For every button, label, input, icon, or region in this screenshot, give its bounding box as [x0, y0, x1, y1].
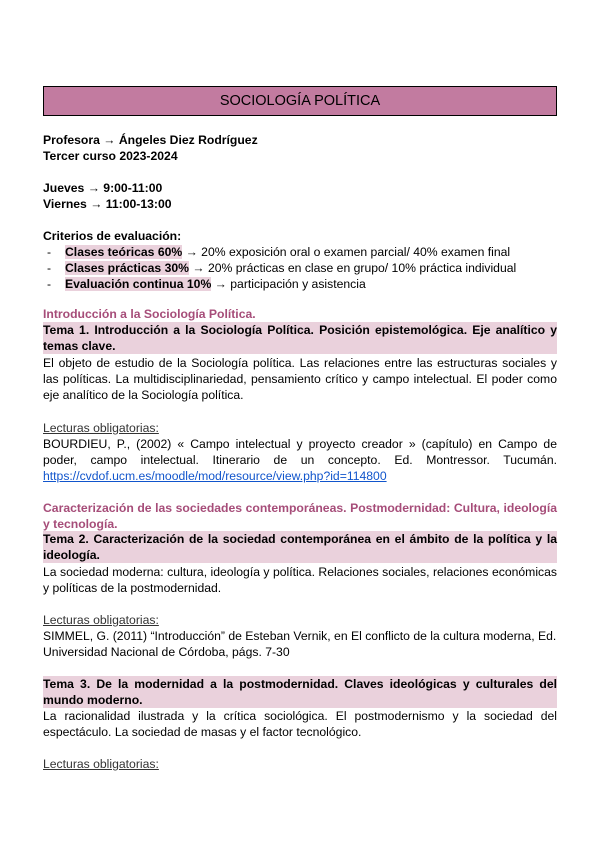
schedule-thursday: Jueves → 9:00-11:00 — [43, 181, 163, 195]
tema-3-title: Tema 3. De la modernidad a la postmodernidad. Claves ideológicas y culturales del mundo moderno. — [43, 677, 557, 707]
criteria-item — [43, 244, 557, 260]
teacher-info — [43, 132, 557, 164]
criteria-detail: → 20% prácticas en clase en grupo/ 10% práctica individual — [189, 261, 517, 275]
tema-1-title: Tema 1. Introducción a la Sociología Política. Posición epistemológica. Eje analítico y temas clave. — [43, 323, 557, 353]
criteria-label: Clases teóricas 60% — [65, 245, 183, 259]
lectura-1 — [43, 436, 557, 484]
criteria-item — [43, 276, 557, 292]
criteria-detail: → 20% exposición oral o examen parcial/ 40% examen final — [182, 245, 511, 259]
criteria-label: Clases prácticas 30% — [65, 261, 189, 275]
criteria-list — [43, 244, 557, 292]
profesora-line: Profesora → Ángeles Diez Rodríguez — [43, 133, 258, 147]
schedule-friday: Viernes → 11:00-13:00 — [43, 197, 172, 211]
document-title: SOCIOLOGÍA POLÍTICA — [43, 86, 557, 116]
tema-1-body: El objeto de estudio de la Sociología política. Las relaciones entre las estructuras sociales y las políticas. La multidisciplinariedad, pensamiento crítico y campo intelectual. El poder como eje analítico de la Sociología política. — [43, 356, 557, 402]
lecturas-label-1: Lecturas obligatorias: — [43, 421, 159, 435]
tema-3-body: La racionalidad ilustrada y la crítica sociológica. El postmodernismo y la sociedad del espectáculo. La sociedad de masas y el factor tecnológico. — [43, 709, 557, 739]
criteria-item — [43, 260, 557, 276]
section-2-title: Caracterización de las sociedades contemporáneas. Postmodernidad: Cultura, ideología y tecnología. — [43, 501, 557, 531]
schedule — [43, 180, 557, 212]
lecturas-label-3: Lecturas obligatorias: — [43, 757, 159, 771]
evaluation-criteria — [43, 228, 557, 292]
criteria-label: Evaluación continua 10% — [65, 277, 212, 291]
section-1-title: Introducción a la Sociología Política. — [43, 307, 256, 321]
tema-2-title: Tema 2. Caracterización de la sociedad contemporánea en el ámbito de la política y la ideología. — [43, 532, 557, 562]
lecturas-label-2: Lecturas obligatorias: — [43, 613, 159, 627]
lectura-2: SIMMEL, G. (2011) “Introducción” de Esteban Vernik, en El conflicto de la cultura moderna, Ed. Universidad Nacional de Córdoba, págs. 7-30 — [43, 629, 557, 659]
lectura-1-text: BOURDIEU, P., (2002) « Campo intelectual y proyecto creador » (capítulo) en Campo de poder, campo intelectual. Itinerario de un concepto. Ed. Montressor. Tucumán. — [43, 437, 557, 467]
criteria-heading: Criterios de evaluación: — [43, 229, 182, 243]
criteria-detail: → participación y asistencia — [211, 277, 366, 291]
curso-line: Tercer curso 2023-2024 — [43, 149, 178, 163]
tema-2-body: La sociedad moderna: cultura, ideología y política. Relaciones sociales, relaciones económicas y políticas de la postmodernidad. — [43, 565, 557, 595]
lectura-1-link[interactable]: https://cvdof.ucm.es/moodle/mod/resource/view.php?id=114800 — [43, 469, 387, 483]
